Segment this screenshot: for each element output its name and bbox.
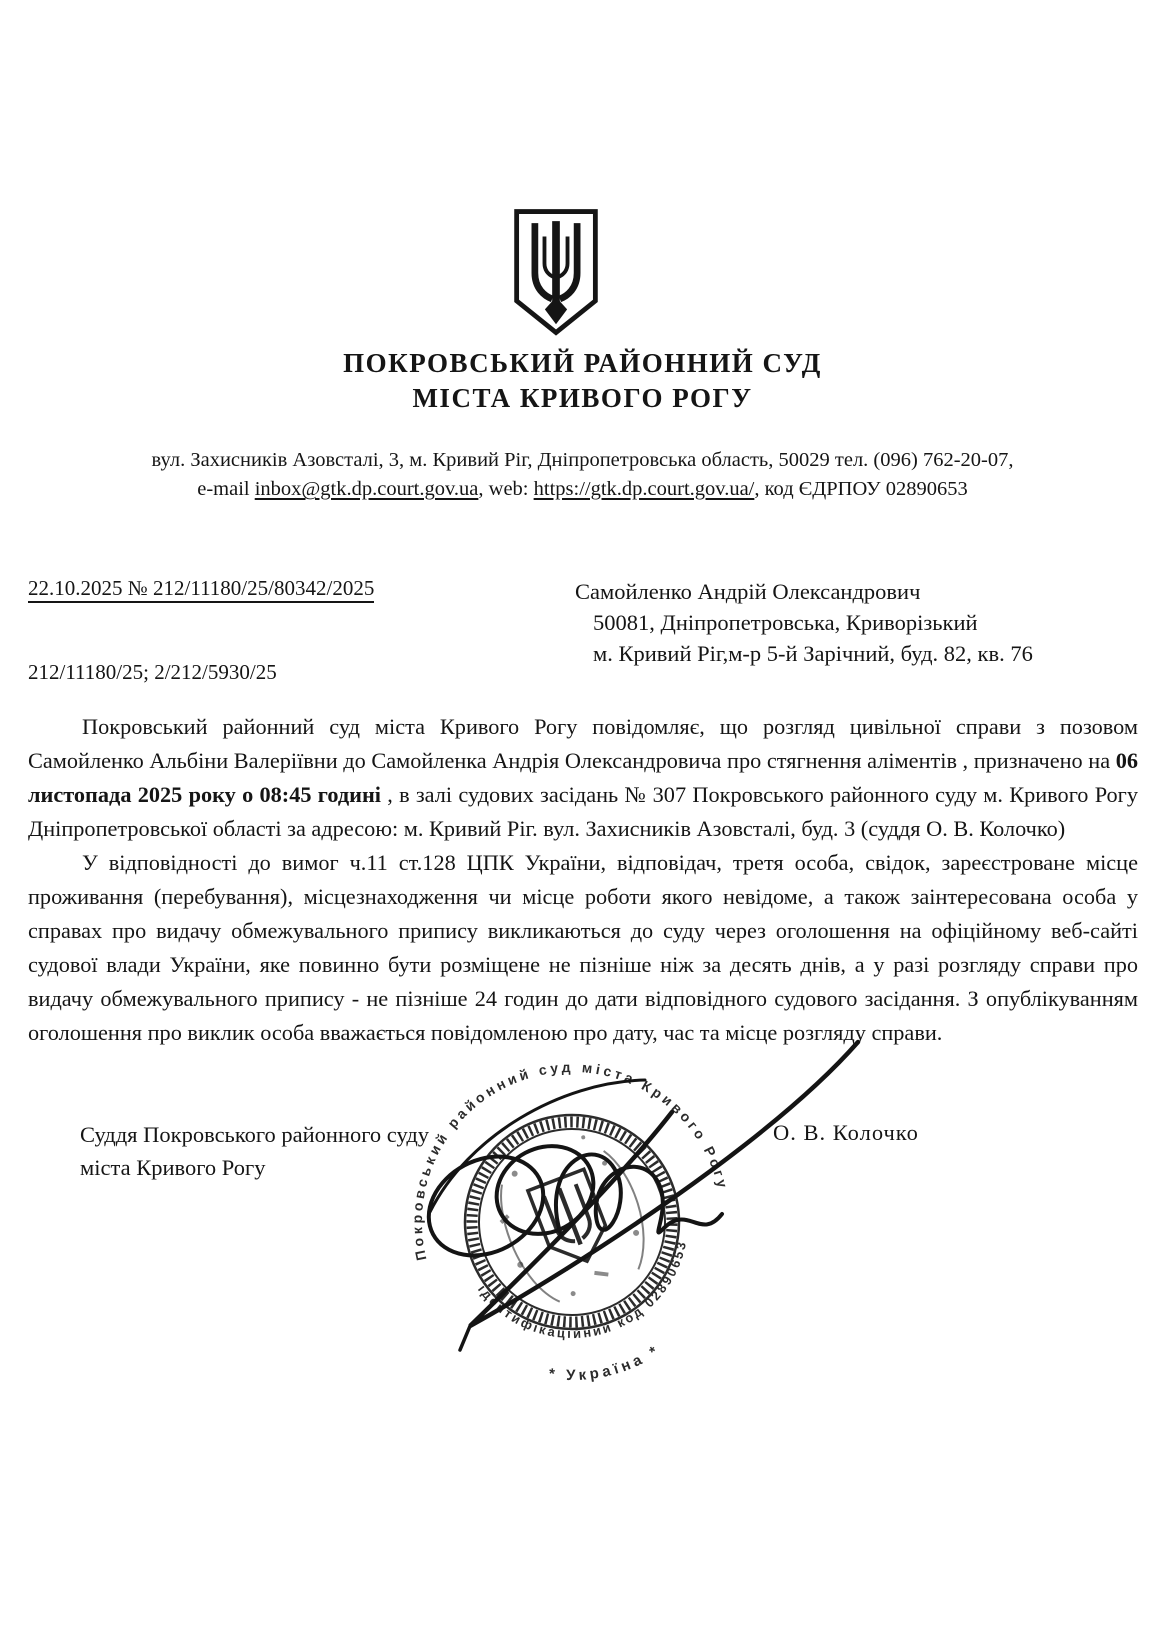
p1-text-after: , в залі судових засідань № 307 Покровського районного суду м. Кривого Рогу Дніпропетровської області за адресою: м. Кривий Ріг. вул. Захисників Азовсталі, буд. 3 (суддя О. В. Колочко) xyxy=(28,782,1138,841)
recipient-block xyxy=(575,576,1095,669)
p1-text-before: Покровський районний суд міста Кривого Рогу повідомляє, що розгляд цивільної справи з позовом Самойленко Альбіни Валеріївни до Самойленка Андрія Олександровича про стягнення аліментів , призначено на xyxy=(28,714,1138,773)
court-title-line1: ПОКРОВСЬКИЙ РАЙОННИЙ СУД xyxy=(343,348,822,378)
edrpou-code: , код ЄДРПОУ 02890653 xyxy=(754,478,968,500)
judge-role-line1: Суддя Покровського районного суду xyxy=(80,1122,430,1147)
court-address: вул. Захисників Азовсталі, 3, м. Кривий Ріг, Дніпропетровська область, 50029 тел. (096) 762-20-07, xyxy=(151,449,1014,471)
court-contact-line xyxy=(40,475,1125,504)
seal-text-id-code: ідентифікаційний код 02890653 xyxy=(474,1238,690,1342)
letterhead-contacts xyxy=(40,446,1125,504)
recipient-address-line1: 50081, Дніпропетровська, Криворізький xyxy=(593,610,978,635)
trident-icon xyxy=(517,212,596,333)
email-label: e-mail xyxy=(197,478,255,500)
court-emblem xyxy=(508,206,604,340)
case-numbers: 212/11180/25; 2/212/5930/25 xyxy=(28,660,277,684)
body-paragraph-2: У відповідності до вимог ч.11 ст.128 ЦПК України, відповідач, третя особа, свідок, зареєстроване місце проживання (перебування), місцезнаходження чи місце роботи якого невідоме, а також заінтересована особа у справах про видачу обмежувального припису викликаються до суду через оголошення на офіційному веб-сайті судової влади України, яке повинно бути розміщене не пізніше ніж за десять днів, а у разі розгляду справи про видачу обмежувального припису - не пізніше 24 годин до дати відповідного судового засідання. З опублікуванням оголошення про виклик особа вважається повідомленою про дату, час та місце розгляду справи. xyxy=(28,850,1138,1045)
judge-role-line2: міста Кривого Рогу xyxy=(80,1155,266,1180)
outgoing-date-number: 22.10.2025 № 212/11180/25/80342/2025 xyxy=(28,576,374,603)
outgoing-reference xyxy=(28,576,374,601)
recipient-name: Самойленко Андрій Олександрович xyxy=(575,579,921,604)
seal-center-trident-icon xyxy=(490,1142,660,1311)
seal-text-country: * Україна * xyxy=(547,1341,665,1385)
seal-ink-specks xyxy=(485,1128,650,1309)
recipient-address-line2: м. Кривий Ріг,м-р 5-й Зарічний, буд. 82, кв. 76 xyxy=(593,641,1033,666)
email-value: inbox@gtk.dp.court.gov.ua xyxy=(254,478,479,500)
contact-separator: , web: xyxy=(478,478,534,500)
court-title-line2: МІСТА КРИВОГО РОГУ xyxy=(412,383,753,413)
judge-name: О. В. Колочко xyxy=(773,1120,919,1145)
body-paragraph-1 xyxy=(28,710,1138,846)
p1-hearing-datetime: 06 листопада 2025 року о 08:45 годині xyxy=(28,748,1138,807)
court-title xyxy=(0,346,1165,416)
web-value: https://gtk.dp.court.gov.ua/ xyxy=(533,478,755,500)
seal-text-court-name: Покровський районний суд міста Кривого Рогу xyxy=(408,1058,732,1262)
